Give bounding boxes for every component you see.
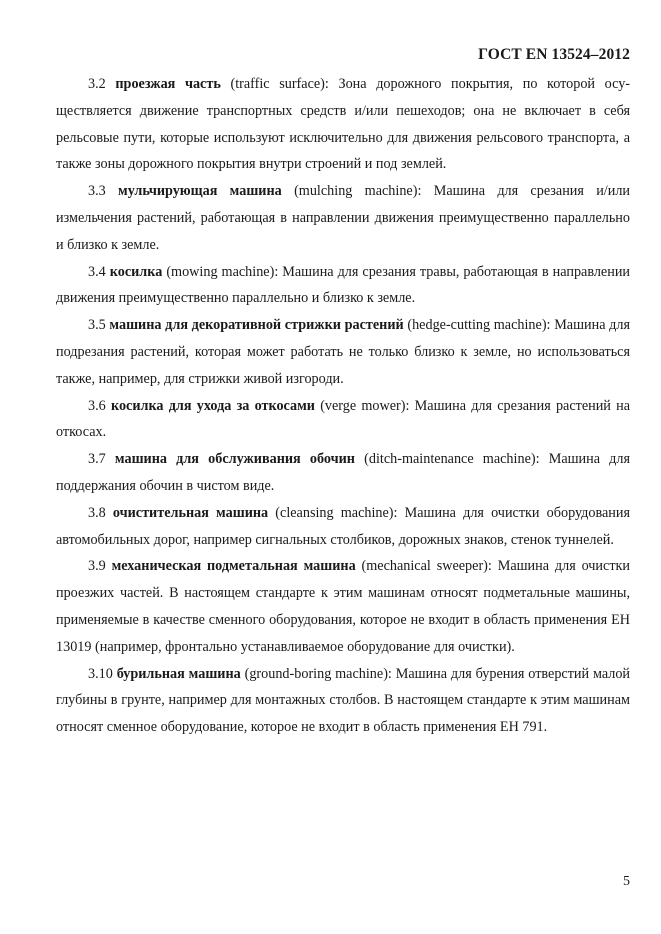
term-definition: Машина для бурения отверстий малой глубины в грунте, например для монтажных столбов. В настоящем стандарте к этим машинам относят сменное оборудование, которое не входит в область применения ЕН 791. [56, 665, 631, 736]
term-definition: Машина для очистки оборудования автомобильных дорог, например сигнальных столбиков, дорожных знаков, стенок туннелей. [56, 504, 631, 548]
term-definition: Машина для срезания травы, работающая в направлении движения преимущественно параллельно и близко к земле. [56, 263, 630, 307]
term-number: 3.8 [88, 504, 106, 521]
term-definition: Машина для очистки проезжих частей. В настоящем стандарте к этим машинам относят подметальные машины, применяемые в качестве сменного оборудования, которое не входит в область применения ЕН 13019 (например, фронтально устанавливаемое оборудование для очистки). [56, 558, 631, 655]
term-english: (cleansing machine): [275, 504, 398, 521]
term-definition: Машина для поддержания обочин в чистом виде. [56, 451, 631, 494]
term-number: 3.5 [88, 317, 106, 334]
term-english: (traffic surface): [230, 76, 329, 92]
term-number: 3.7 [88, 451, 106, 468]
term-name: машина для обслуживания обочин [114, 451, 355, 468]
term-name: машина для декоративной стрижки растений [109, 317, 404, 334]
term-definition: Машина для срезания и/или измельчения растений, работающая в направлении движения преимущественно параллельно и близко к земле. [56, 183, 631, 253]
term-entry-3-2 [56, 71, 630, 178]
term-english: (mechanical sweeper): [361, 558, 492, 575]
term-english: (mulching machine): [294, 183, 422, 200]
term-english: (mowing machine): [166, 263, 279, 280]
term-entry-3-8 [56, 500, 630, 554]
term-number: 3.6 [88, 397, 106, 414]
term-name: проезжая часть [115, 76, 221, 92]
term-entry-3-7 [56, 446, 630, 500]
term-name: очистительная машина [112, 504, 269, 521]
term-entry-3-6 [56, 393, 630, 447]
term-entry-3-10 [56, 661, 630, 741]
term-definition: Зона дорожного покрытия, по которой осуществляется движение транспортных средств и/или пешеходов; она не включает в себя рельсовые пути, которые используют исключительно для движения рельсового транспорта, а также зоны дорожного покрытия внутри строений и под землей. [56, 76, 631, 173]
term-entry-3-4 [56, 259, 630, 313]
term-english: (ground-boring machine): [244, 665, 392, 682]
term-entry-3-3 [56, 178, 630, 258]
term-english: (hedge-cutting machine): [407, 317, 551, 334]
term-number: 3.3 [88, 183, 106, 200]
term-english: (verge mower): [320, 397, 410, 414]
term-name: косилка для ухода за откосами [110, 397, 315, 414]
term-name: бурильная машина [116, 665, 241, 682]
page-number: 5 [623, 874, 630, 889]
term-number: 3.9 [88, 558, 106, 575]
standard-designation: ГОСТ EN 13524–2012 [478, 46, 630, 63]
term-name: косилка [109, 263, 163, 280]
term-number: 3.4 [88, 263, 106, 280]
term-number: 3.2 [88, 76, 106, 92]
term-english: (ditch-maintenance machine): [364, 451, 540, 468]
term-name: механическая подметальная машина [111, 558, 356, 575]
term-entry-3-9 [56, 553, 630, 660]
term-number: 3.10 [88, 665, 113, 682]
term-entry-3-5 [56, 312, 630, 392]
terms-section [56, 71, 630, 741]
term-definition: Машина для подрезания растений, которая может работать не только близко к земле, но использоваться также, например, для стрижки живой изгороди. [56, 317, 631, 387]
term-name: мульчирующая машина [118, 183, 282, 200]
term-definition: Машина для срезания растений на откосах. [56, 397, 631, 441]
